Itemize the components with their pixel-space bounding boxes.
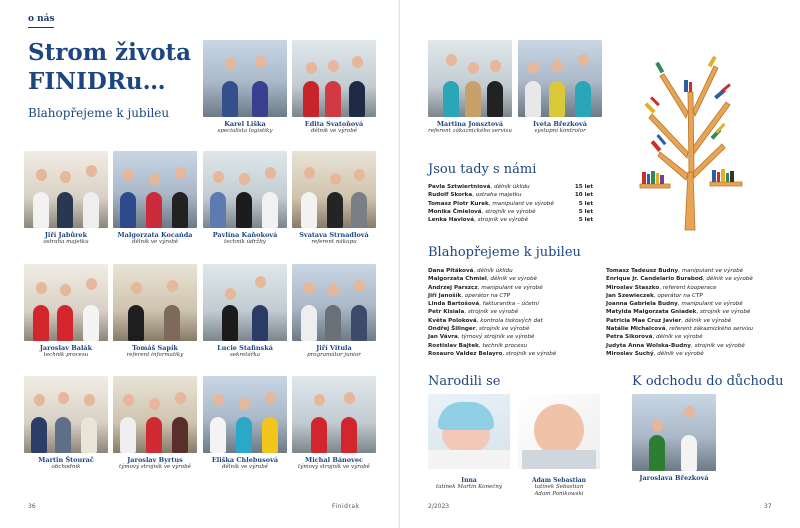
person-card — [113, 376, 197, 471]
person-role: dělník ve výrobě — [311, 128, 357, 134]
list-item: Lenka Havlová, strojník ve výrobě 5 let — [428, 217, 593, 224]
person-name: Jaroslav Byrtus — [127, 456, 183, 464]
person-name: Martin Štourač — [38, 456, 94, 464]
person-photo — [292, 376, 376, 453]
list-item: Rudolf Skorka, ostraha majetku 10 let — [428, 192, 593, 199]
person-photo — [428, 40, 512, 117]
person-role: technik procesu — [43, 352, 89, 358]
person-photo — [292, 151, 376, 228]
person-card — [428, 40, 512, 135]
person-photo — [632, 394, 716, 471]
person-role: referent zákaznického servisu — [428, 128, 512, 134]
list-item: Květa Poloková, kontrola tiskových dat — [428, 317, 543, 324]
jubilee-list-col2 — [606, 267, 786, 358]
person-role: dělník ve výrobě — [222, 464, 268, 470]
section-tag: o nás — [28, 14, 55, 24]
person-role: referent nákupu — [311, 239, 357, 245]
list-item: Jan Vávra, týmový strojník ve výrobě — [428, 334, 535, 341]
person-card — [292, 376, 376, 471]
issue-number: 2/2023 — [428, 503, 450, 510]
baby-parent: tatínek Martin Konečný — [436, 484, 502, 490]
born-heading: Narodili se — [428, 374, 501, 389]
person-role: obchodník — [51, 464, 81, 470]
baby-photo — [428, 394, 510, 469]
person-photo — [113, 264, 197, 341]
person-card — [518, 40, 602, 135]
list-item: Matylda Malgorzata Gniadek, strojník ve výrobě — [606, 309, 751, 316]
baby-caption — [518, 473, 600, 498]
list-item: Judyta Anna Wolska-Budny, strojník ve výrobě — [606, 342, 745, 349]
list-item: Patricia Mae Cruz Javier, dělník ve výrobě — [606, 317, 732, 324]
person-name: Pavlína Kaňoková — [212, 231, 278, 239]
person-role: sekretářka — [229, 352, 261, 358]
baby-parent-2: Adam Ponikowski — [534, 491, 584, 497]
person-photo — [203, 376, 287, 453]
person-card — [113, 151, 197, 246]
person-card — [203, 40, 287, 135]
person-card — [292, 264, 376, 359]
list-item: Dana Pitáková, dělník úklidu — [428, 268, 513, 274]
person-photo — [113, 376, 197, 453]
list-item: Enrique Jr. Candelario Burabod, dělník ve výrobě — [606, 276, 753, 283]
person-role: specialista logistiky — [217, 128, 273, 134]
list-item: Andrzej Parszcz, manipulant ve výrobě — [428, 284, 543, 291]
person-photo — [24, 264, 108, 341]
person-card — [203, 376, 287, 471]
person-photo — [24, 376, 108, 453]
right-page — [400, 0, 800, 528]
list-item: Miroslav Suchý, dělník ve výrobě — [606, 350, 704, 357]
baby-photo — [518, 394, 600, 469]
baby-parent: tatínek Sebastian — [534, 484, 584, 490]
baby-name: Inna — [461, 477, 477, 484]
person-card — [292, 40, 376, 135]
person-role: ostraha majetku — [43, 239, 89, 245]
list-item: Rostislav Bajtek, technik procesu — [428, 342, 528, 349]
list-item: Natálie Michalcová, referent zákaznického servisu — [606, 326, 754, 333]
magazine-name: Finidrak — [332, 503, 360, 510]
person-name: Karel Liška — [224, 120, 266, 128]
person-name: Eliška Chlebusová — [211, 456, 279, 464]
person-photo — [518, 40, 602, 117]
page-number: 37 — [764, 503, 772, 510]
person-photo — [292, 40, 376, 117]
person-name: Svatava Strnadlová — [299, 231, 369, 239]
list-item: Petra Sikorová, dělník ve výrobě — [606, 334, 703, 341]
list-item: Petr Kisiala, strojník ve výrobě — [428, 309, 519, 316]
person-name: Jiří Jabůrek — [44, 231, 88, 239]
person-card — [632, 394, 716, 482]
person-role: dělník ve výrobě — [132, 239, 178, 245]
retire-heading: K odchodu do důchodu — [632, 374, 784, 389]
person-role: referent informatiky — [126, 352, 184, 358]
list-item: Jan Szewieczek, operátor na CTP — [606, 292, 703, 299]
list-item: Ondřej Šilinger, strojník ve výrobě — [428, 326, 530, 333]
person-photo — [203, 151, 287, 228]
person-photo — [24, 151, 108, 228]
person-role: výstupní kontrolor — [534, 128, 586, 134]
person-name: Lucie Stafinská — [217, 344, 273, 352]
list-item: Miroslav Staszko, referent kooperace — [606, 284, 717, 291]
list-item: Jiří Janošík, operátor na CTP — [428, 292, 511, 299]
person-photo — [203, 264, 287, 341]
person-photo — [292, 264, 376, 341]
list-item: Tomasz Piotr Kurek, manipulant ve výrobě 5 let — [428, 200, 593, 207]
person-role: týmový strojník ve výrobě — [298, 464, 370, 470]
person-role: programátor junior — [307, 352, 361, 358]
subtitle: Blahopřejeme k jubileu — [28, 106, 170, 120]
list-item: Monika Čmielová, strojník ve výrobě 5 let — [428, 208, 593, 215]
page-number: 36 — [28, 503, 36, 510]
person-card — [203, 264, 287, 359]
person-name: Martina Jonsztová — [436, 120, 504, 128]
person-card — [113, 264, 197, 359]
list-item: Linda Bartošová, fakturantka – účetní — [428, 301, 539, 308]
person-card — [24, 376, 108, 471]
person-card — [292, 151, 376, 246]
person-name: Jaroslav Balák — [39, 344, 93, 352]
baby-caption — [428, 473, 510, 491]
list-item: Joanna Gabriela Budny, manipulant ve výrobě — [606, 301, 743, 308]
person-photo — [203, 40, 287, 117]
person-card — [24, 264, 108, 359]
list-item: Rosauro Valdez Belayro, strojník ve výrobě — [428, 350, 557, 357]
baby-name: Adam Sebastian — [531, 477, 587, 484]
person-role: týmový strojník ve výrobě — [119, 464, 191, 470]
person-name: Tomáš Sapík — [132, 344, 178, 352]
person-name: Jiří Vitula — [316, 344, 352, 352]
jubilee-heading: Blahopřejeme k jubileu — [428, 245, 581, 260]
with-us-heading: Jsou tady s námi — [428, 162, 537, 177]
person-role: technik údržby — [224, 239, 266, 245]
person-name: Jaroslava Březková — [639, 474, 709, 482]
list-item: Tomasz Tadeusz Budny, manipulant ve výrobě — [606, 268, 744, 274]
list-item: Malgorzata Chmiel, dělník ve výrobě — [428, 276, 537, 283]
person-card — [24, 151, 108, 246]
person-card — [203, 151, 287, 246]
with-us-list — [428, 183, 593, 224]
person-name: Edita Svatoňová — [304, 120, 364, 128]
title-line-1: Strom života — [28, 39, 192, 66]
person-name: Michal Bánovec — [305, 456, 363, 464]
list-item: Pavla Sztwiertniová, dělník úklidu 15 let — [428, 184, 593, 190]
person-name: Iveta Březková — [532, 120, 587, 128]
person-name: Malgorzata Kocańda — [117, 231, 193, 239]
person-photo — [113, 151, 197, 228]
jubilee-list-col1 — [428, 267, 603, 358]
book-tree-illustration — [630, 52, 750, 232]
title-line-2: FINIDRu… — [28, 68, 166, 95]
page-title — [28, 38, 208, 96]
